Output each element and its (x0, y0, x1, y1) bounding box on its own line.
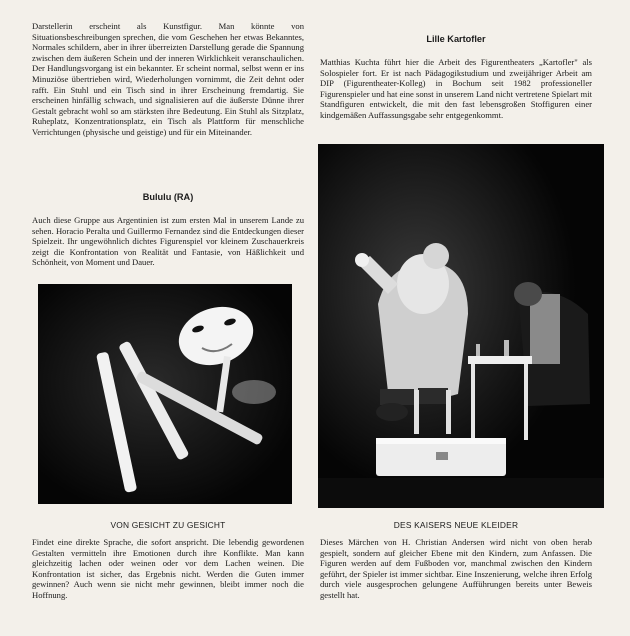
bululu-paragraph: Auch diese Gruppe aus Argentinien ist zum ersten Mal in unserem Lande zu sehen. Horacio Peralta und Guillermo Fernandez sind die Entdeckungen dieser Spielzeit. Ihr ungewöhnlich dichtes Figurenspiel vor kleinem Zuschauerkreis zeigt die Konfrontation von Realität und Fantasie, von Häßlichkeit und Schönheit, von Moment und Dauer. (32, 215, 304, 268)
emperor-puppet-photo (318, 144, 604, 508)
intro-paragraph: Darstellerin erscheint als Kunstfigur. Man könnte von Situationsbeschreibungen sprechen, die vom Geschehen her etwas Bekanntes, Normales schildern, aber in ihrer überreizten Darstellung gerade die Spannung zwischen dem äußeren Schein und der inneren Wirklichkeit veranschaulichen. Der Handlungsvorgang ist ein bekannter. Er scheint normal, selbst wenn er ins Minuziöse übertrieben wird, Wiederholungen vornimmt, die Zeit dehnt oder rafft. Ein Stuhl und ein Tisch sind in ihrer Erscheinung fremdartig. Sie erscheinen hinfällig schwach, und signalisieren auf die äußerste Dünne ihrer Gestalt gebracht wohl so am stärksten ihre Bedeutung. Ein Stuhl als Sitzplatz, Ruheplatz, Konzentrationsplatz, ein Tisch als Plattform für menschliche Verrichtungen (physische und geistige) und für ein Miteinander. (32, 21, 304, 137)
section-heading-bululu: Bululu (RA) (142, 192, 194, 202)
caption-von-gesicht: VON GESICHT ZU GESICHT (110, 520, 226, 530)
caption-des-kaisers: DES KAISERS NEUE KLEIDER (393, 520, 519, 530)
des-kaisers-paragraph: Dieses Märchen von H. Christian Andersen wird nicht von oben herab gespielt, sondern auf gleicher Ebene mit den Kindern, zum Anfassen. Die Figuren werden auf dem Fußboden vor, manchmal zwischen den Kindern geführt, der Spieler ist immer sichtbar. Eine Inszenierung, welche ihren Erfolg durch viele ausgesprochen gelungene Aufführungen bereits unter Beweis gestellt hat. (320, 537, 592, 600)
von-gesicht-paragraph: Findet eine direkte Sprache, die sofort anspricht. Die lebendig gewordenen Gestalten vermitteln ihre Emotionen durch ihre Konflikte. Man kann gleichzeitig lachen oder weinen oder vor dem Lachen weinen. Die Konfrontation ist sicher, das Ergebnis nicht. Werden die Guten immer gewinnen? Auch wenn sie nicht mehr gewinnen, bleibt immer noch die Hoffnung. (32, 537, 304, 600)
kartofler-paragraph: Matthias Kuchta führt hier die Arbeit des Figurentheaters „Kartofler" als Solospieler fort. Er ist nach Pädagogikstudium und zweijähriger Arbeit am DIP (Figurentheater-Kolleg) in Bochum seit 1982 professioneller Figurenspieler und hat eine sonst in unserem Land nicht vertretene Spielart mit Standfiguren entwickelt, die mit den fast lebensgroßen Stoffiguren einer kindgemäßen Auffassungsgabe sehr entgegenkommt. (320, 57, 592, 120)
masks-photo (38, 284, 292, 504)
section-heading-kartofler: Lille Kartofler (426, 34, 486, 44)
